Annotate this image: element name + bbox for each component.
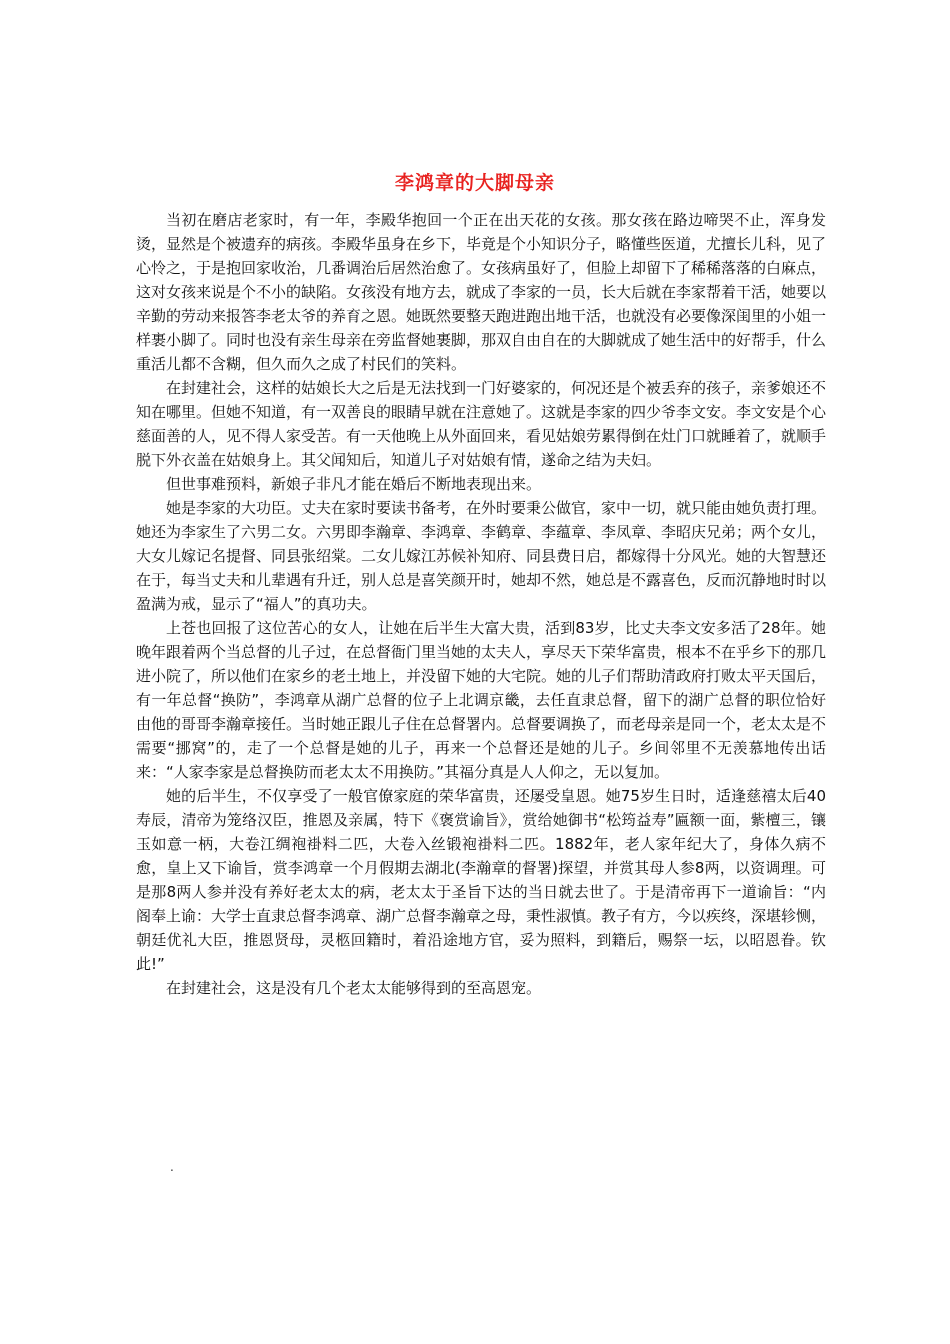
paragraph-5: 上苍也回报了这位苦心的女人，让她在后半生大富大贵，活到83岁，比丈夫李文安多活了28年。她晚年跟着两个当总督的儿子过，在总督衙门里当她的太夫人，享尽天下荣华富贵，根本不在乎乡下的那几进小院了，所以他们在家乡的老土地上，并没留下她的大宅院。她的儿子们帮助清政府打败太平天国后，有一年总督“换防”，李鸿章从湖广总督的位子上北调京畿，去任直隶总督，留下的湖广总督的职位恰好由他的哥哥李瀚章接任。当时她正跟儿子住在总督署内。总督要调换了，而老母亲是同一个，老太太是不需要“挪窝”的，走了一个总督是她的儿子，再来一个总督还是她的儿子。乡间邻里不无羡慕地传出话来：“人家李家是总督换防而老太太不用换防。”其福分真是人人仰之，无以复加。 xyxy=(136,619,827,781)
paragraph-1: 当初在磨店老家时，有一年，李殿华抱回一个正在出天花的女孩。那女孩在路边啼哭不止，浑身发烫，显然是个被遗弃的病孩。李殿华虽身在乡下，毕竟是个小知识分子，略懂些医道，尤擅长儿科，见了心怜之，于是抱回家收治，几番调治后居然治愈了。女孩病虽好了，但脸上却留下了稀稀落落的白麻点，这对女孩来说是个不小的缺陷。女孩没有地方去，就成了李家的一员，长大后就在李家帮着干活，她要以辛勤的劳动来报答李老太爷的养育之恩。她既然要整天跑进跑出地干活，也就没有必要像深闺里的小姐一样裹小脚了。同时也没有亲生母亲在旁监督她裹脚，那双自由自在的大脚就成了她生活中的好帮手，什么重活儿都不含糊，但久而久之成了村民们的笑料。 xyxy=(136,211,827,373)
document-body xyxy=(136,208,826,1000)
paragraph-7: 在封建社会，这是没有几个老太太能够得到的至高恩宠。 xyxy=(166,979,542,997)
document-title: 李鸿章的大脚母亲 xyxy=(394,171,555,194)
paragraph-3: 但世事难预料，新娘子非凡才能在婚后不断地表现出来。 xyxy=(166,475,542,493)
trailing-mark: . xyxy=(170,1160,174,1174)
paragraph-4: 她是李家的大功臣。丈夫在家时要读书备考，在外时要秉公做官，家中一切，就只能由她负责打理。她还为李家生了六男二女。六男即李瀚章、李鸿章、李鹤章、李蕴章、李凤章、李昭庆兄弟；两个女儿，大女儿嫁记名提督、同县张绍棠。二女儿嫁江苏候补知府、同县费日启，都嫁得十分风光。她的大智慧还在于，每当丈夫和儿辈遇有升迁，别人总是喜笑颜开时，她却不然，她总是不露喜色，反而沉静地时时以盈满为戒，显示了“福人”的真功夫。 xyxy=(136,499,827,613)
paragraph-6: 她的后半生，不仅享受了一般官僚家庭的荣华富贵，还屡受皇恩。她75岁生日时，适逢慈禧太后40寿辰，清帝为笼络汉臣，推恩及亲属，特下《褒赏谕旨》，赏给她御书“松筠益寿”匾额一面，紫檀三，镶玉如意一柄，大卷江绸袍褂料二匹，大卷入丝锻袍褂料二匹。1882年，老人家年纪大了，身体久病不愈，皇上又下谕旨，赏李鸿章一个月假期去湖北(李瀚章的督署)探望，并赏其母人参8两，以资调理。可是那8两人参并没有养好老太太的病，老太太于圣旨下达的当日就去世了。于是清帝再下一道谕旨：“内阁奉上谕：大学士直隶总督李鸿章、湖广总督李瀚章之母，秉性淑慎。教子有方，今以疾终，深堪轸恻，朝廷优礼大臣，推恩贤母，灵柩回籍时，着沿途地方官，妥为照料，到籍后，赐祭一坛，以昭恩眷。钦此!” xyxy=(136,787,827,973)
paragraph-2: 在封建社会，这样的姑娘长大之后是无法找到一门好婆家的，何况还是个被丢弃的孩子，亲爹娘还不知在哪里。但她不知道，有一双善良的眼睛早就在注意她了。这就是李家的四少爷李文安。李文安是个心慈面善的人，见不得人家受苦。有一天他晚上从外面回来，看见姑娘劳累得倒在灶门口就睡着了，就顺手脱下外衣盖在姑娘身上。其父闻知后，知道儿子对姑娘有情，遂命之结为夫妇。 xyxy=(136,379,827,469)
